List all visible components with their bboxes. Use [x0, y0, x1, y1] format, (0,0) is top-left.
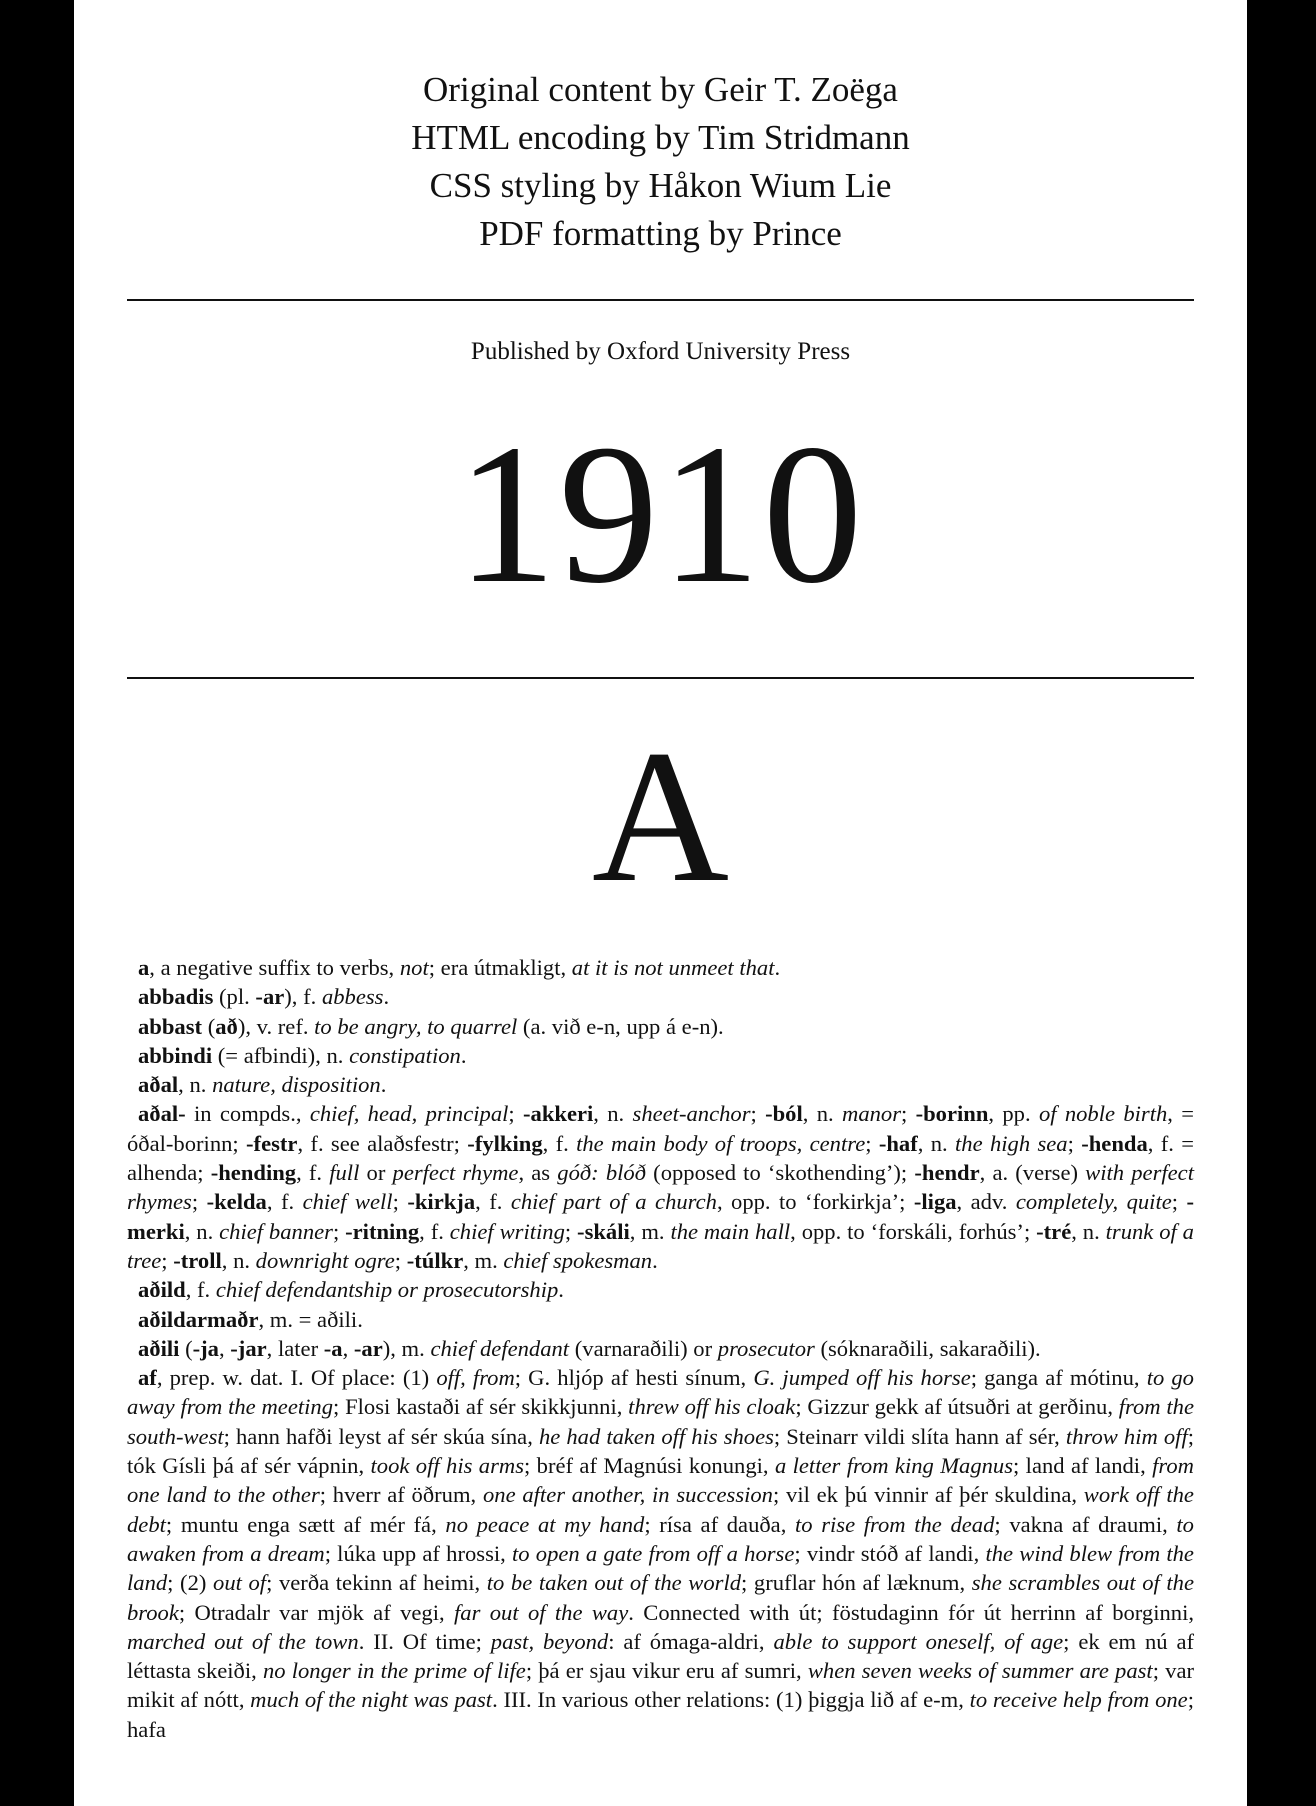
translation-text: góð: blóð: [557, 1160, 647, 1186]
entry-text: .: [652, 1247, 658, 1273]
entry-text: (pl.: [213, 984, 256, 1010]
headword: -ból: [765, 1101, 803, 1127]
translation-text: took off his arms: [370, 1453, 524, 1479]
translation-text: marched out of the town: [127, 1628, 359, 1654]
translation-text: prosecutor: [717, 1335, 815, 1361]
entry-text: , n.: [178, 1072, 213, 1098]
translation-text: the main body of troops, centre: [576, 1130, 866, 1156]
entry-text: , n.: [917, 1130, 956, 1156]
entry-text: .: [383, 984, 390, 1010]
translation-text: to rise from the dead: [794, 1511, 995, 1537]
headword: aðild: [138, 1277, 186, 1303]
translation-text: the wind blew from the land: [127, 1540, 1194, 1596]
translation-text: much of the night was past: [250, 1687, 493, 1713]
entry-text: , f.: [419, 1218, 450, 1244]
credit-line: CSS styling by Håkon Wium Lie: [429, 166, 892, 205]
entry-text: (: [202, 1013, 216, 1039]
entry-text: ; verða tekinn af heimi,: [266, 1570, 487, 1596]
headword: -ar: [255, 984, 285, 1010]
entry-text: , n.: [802, 1101, 842, 1127]
entry-text: ; (2): [167, 1570, 214, 1596]
entry-text: ; tók Gísli þá af sér vápnin,: [127, 1423, 1194, 1479]
entry-text: , f.: [266, 1189, 303, 1215]
entry-text: (sóknaraðili, sakaraðili).: [814, 1335, 1041, 1361]
entry-text: ;: [865, 1130, 879, 1156]
dictionary-entries: [127, 953, 1194, 1744]
entry-text: , m.: [629, 1218, 671, 1244]
entry-text: , as: [518, 1160, 558, 1186]
entry-text: , f. see alaðsfestr;: [297, 1130, 468, 1156]
translation-text: to receive help from one: [969, 1687, 1188, 1713]
translation-text: manor: [842, 1101, 901, 1127]
headword: af: [138, 1365, 157, 1391]
dictionary-entry: [127, 1041, 1194, 1070]
entry-text: ; hafa: [127, 1687, 1194, 1742]
entry-text: , m. = aðili.: [258, 1306, 363, 1332]
translation-text: chief spokesman: [503, 1247, 653, 1273]
translation-text: no longer in the prime of life: [262, 1658, 526, 1684]
entry-text: ;: [1067, 1130, 1082, 1156]
translation-text: the high sea: [955, 1130, 1068, 1156]
headword: að: [215, 1013, 238, 1039]
section-letter: A: [591, 712, 730, 922]
translation-text: perfect rhyme: [392, 1160, 519, 1186]
dictionary-entry: [127, 1012, 1194, 1041]
entry-text: ;: [508, 1101, 523, 1127]
entry-text: , n.: [221, 1247, 256, 1273]
entry-text: ; vil ek þú vinnir af þér skuldina,: [772, 1482, 1084, 1508]
entry-text: .: [774, 955, 781, 980]
entry-text: ; Steinarr vildi slíta hann af sér,: [773, 1423, 1066, 1449]
entry-text: , = óðal-borinn;: [127, 1101, 1195, 1156]
entry-text: ; lúka upp af hrossi,: [324, 1540, 512, 1566]
entry-text: . II. Of time;: [358, 1628, 491, 1654]
entry-text: ; vakna af draumi,: [994, 1511, 1177, 1537]
dictionary-entry: [127, 1363, 1194, 1744]
headword: -túlkr: [406, 1247, 464, 1273]
entry-text: (: [179, 1335, 193, 1361]
entry-text: . III. In various other relations: (1) þiggja lið af e-m,: [492, 1687, 970, 1713]
entry-text: ;: [1171, 1189, 1187, 1215]
translation-text: of noble birth: [1038, 1101, 1168, 1127]
headword: -tré: [1036, 1218, 1072, 1244]
translation-text: to go away from the meeting: [127, 1365, 1194, 1420]
entry-text: , f. = alhenda;: [127, 1130, 1194, 1186]
translation-text: to open a gate from off a horse: [512, 1540, 795, 1566]
credit-line: HTML encoding by Tim Stridmann: [411, 118, 910, 157]
headword: -ja: [192, 1335, 219, 1361]
entry-text: or: [359, 1160, 393, 1186]
entry-text: ;: [161, 1247, 174, 1273]
entry-text: , later: [266, 1335, 324, 1361]
translation-text: chief writing: [449, 1218, 565, 1244]
translation-text: to be taken out of the world: [486, 1570, 742, 1596]
translation-text: constipation: [349, 1042, 461, 1068]
translation-text: chief, head, principal: [309, 1101, 509, 1127]
entry-text: (a. við e-n, upp á e-n).: [517, 1013, 724, 1039]
translation-text: abbess: [321, 984, 384, 1010]
entry-text: (= afbindi), n.: [212, 1042, 350, 1068]
translation-text: at it is not unmeet that: [571, 955, 775, 980]
headword: -jar: [230, 1335, 267, 1361]
headword: -haf: [878, 1130, 918, 1156]
translation-text: trunk of a tree: [127, 1218, 1194, 1273]
entry-text: ; Otradalr var mjök af vegi,: [178, 1599, 454, 1625]
entry-text: ; era útmakligt,: [428, 955, 572, 980]
dictionary-entry: [127, 953, 1194, 982]
headword: -liga: [913, 1189, 957, 1215]
translation-text: with perfect rhymes: [127, 1160, 1194, 1215]
translation-text: to be angry, to quarrel: [314, 1013, 518, 1039]
translation-text: one after another, in succession: [482, 1482, 773, 1508]
translation-text: off, from: [436, 1365, 515, 1391]
entry-text: ; ganga af mótinu,: [970, 1365, 1147, 1391]
translation-text: chief defendant: [430, 1335, 570, 1361]
entry-text: ; ek em nú af léttasta skeiði,: [127, 1628, 1194, 1684]
entry-text: ; Gizzur gekk af útsuðri at gerðinu,: [795, 1394, 1119, 1420]
entry-text: , n.: [184, 1218, 220, 1244]
entry-text: ; bréf af Magnúsi konungi,: [524, 1453, 775, 1479]
headword: aðili: [138, 1335, 180, 1361]
entry-text: ), v. ref.: [237, 1013, 315, 1039]
translation-text: nature, disposition: [212, 1072, 381, 1098]
entry-text: ), m.: [382, 1335, 431, 1361]
headword: abbindi: [138, 1042, 213, 1068]
translation-text: chief well: [302, 1189, 393, 1215]
translation-text: full: [329, 1160, 360, 1186]
entry-text: : af ómaga-aldri,: [608, 1628, 774, 1654]
dictionary-entry: [127, 1099, 1194, 1275]
translation-text: when seven weeks of summer are past: [807, 1658, 1153, 1684]
translation-text: chief defendantship or prosecutorship: [215, 1277, 559, 1303]
entry-text: ; var mikit af nótt,: [127, 1658, 1194, 1713]
headword: -ritning: [345, 1218, 420, 1244]
entry-text: ), f.: [284, 984, 322, 1010]
translation-text: far out of the way: [454, 1599, 629, 1625]
translation-text: a letter from king Magnus: [774, 1453, 1014, 1479]
entry-text: ; þá er sjau vikur eru af sumri,: [525, 1658, 808, 1684]
entry-text: , a. (verse): [979, 1160, 1086, 1186]
entry-text: ; hverr af öðrum,: [319, 1482, 483, 1508]
headword: -akkeri: [523, 1101, 594, 1127]
translation-text: she scrambles out of the brook: [127, 1570, 1195, 1625]
translation-text: to awaken from a dream: [127, 1511, 1194, 1566]
entry-text: in compds.,: [185, 1101, 310, 1127]
headword: -ar: [353, 1335, 383, 1361]
entry-text: ,: [342, 1335, 354, 1361]
translation-text: downright ogre: [255, 1247, 395, 1273]
credit-line: Original content by Geir T. Zoëga: [423, 70, 898, 109]
credit-line: PDF formatting by Prince: [479, 214, 842, 253]
headword: abbast: [138, 1013, 203, 1039]
publication-year: 1910: [456, 404, 865, 625]
entry-text: . Connected with út; föstudaginn fór út herrinn af borginni,: [628, 1599, 1195, 1625]
translation-text: throw him off: [1065, 1423, 1188, 1449]
entry-text: ; land af landi,: [1013, 1453, 1153, 1479]
entry-text: ; gruflar hón af læknum,: [741, 1570, 972, 1596]
headword: -borinn: [915, 1101, 989, 1127]
headword: -a: [323, 1335, 343, 1361]
dictionary-entry: [127, 1305, 1194, 1334]
translation-text: able to support oneself, of age: [773, 1628, 1064, 1654]
entry-text: ;: [392, 1189, 408, 1215]
translation-text: not: [399, 955, 429, 980]
translation-text: sheet-anchor: [632, 1101, 751, 1127]
entry-text: , f.: [542, 1130, 577, 1156]
entry-text: , opp. to ‘forkirkja’;: [716, 1189, 914, 1215]
headword: -fylking: [467, 1130, 543, 1156]
translation-text: no peace at my hand: [445, 1511, 645, 1537]
entry-text: , n.: [1071, 1218, 1106, 1244]
entry-text: ,: [218, 1335, 231, 1361]
entry-text: ; Flosi kastaði af sér skikkjunni,: [333, 1394, 629, 1420]
headword: aðildarmaðr: [138, 1306, 259, 1332]
entry-text: , f.: [475, 1189, 511, 1215]
entry-text: ; vindr stóð af landi,: [794, 1540, 986, 1566]
entry-text: , n.: [593, 1101, 633, 1127]
entry-text: , prep. w. dat. I. Of place: (1): [156, 1365, 437, 1391]
translation-text: completely, quite: [1015, 1189, 1172, 1215]
headword: aðal-: [138, 1101, 186, 1127]
entry-text: ;: [191, 1189, 207, 1215]
headword: -merki: [127, 1189, 1195, 1244]
entry-text: , opp. to ‘forskáli, forhús’;: [790, 1218, 1037, 1244]
entry-text: ;: [750, 1101, 766, 1127]
entry-text: .: [460, 1042, 467, 1068]
entry-text: , a negative suffix to verbs,: [149, 955, 400, 980]
dictionary-entry: [127, 1275, 1194, 1304]
dictionary-entry: [127, 1070, 1194, 1099]
divider-top: [127, 299, 1194, 301]
credits-block: [74, 66, 1247, 258]
headword: -hendr: [914, 1160, 980, 1186]
translation-text: the main hall: [670, 1218, 791, 1244]
headword: -skáli: [577, 1218, 630, 1244]
entry-text: , f.: [185, 1277, 216, 1303]
translation-text: chief part of a church: [510, 1189, 717, 1215]
entry-text: ; rísa af dauða,: [644, 1511, 795, 1537]
translation-text: past, beyond: [490, 1628, 609, 1654]
translation-text: he had taken off his shoes: [538, 1423, 774, 1449]
headword: -troll: [173, 1247, 222, 1273]
translation-text: out of: [213, 1570, 267, 1596]
entry-text: , adv.: [956, 1189, 1016, 1215]
entry-text: ;: [564, 1218, 578, 1244]
headword: aðal: [138, 1072, 179, 1098]
entry-text: (varnaraðili) or: [569, 1335, 718, 1361]
headword: -festr: [246, 1130, 298, 1156]
translation-text: from the south-west: [127, 1394, 1194, 1449]
headword: -hending: [210, 1160, 297, 1186]
translation-text: work off the debt: [127, 1482, 1194, 1537]
entry-text: ;: [332, 1218, 346, 1244]
headword: -henda: [1081, 1130, 1148, 1156]
entry-text: ; G. hljóp af hesti sínum,: [514, 1365, 754, 1391]
entry-text: , m.: [463, 1247, 504, 1273]
translation-text: threw off his cloak: [628, 1394, 796, 1420]
dictionary-entry: [127, 1334, 1194, 1363]
entry-text: .: [558, 1277, 564, 1303]
headword: -kelda: [206, 1189, 267, 1215]
publisher-line: Published by Oxford University Press: [470, 338, 851, 365]
entry-text: ; muntu enga sætt af mér fá,: [165, 1511, 446, 1537]
entry-text: ;: [901, 1101, 916, 1127]
translation-text: chief banner: [219, 1218, 333, 1244]
headword: abbadis: [138, 984, 214, 1010]
headword: a: [138, 955, 150, 980]
entry-text: , f.: [296, 1160, 330, 1186]
translation-text: G. jumped off his horse: [753, 1365, 971, 1391]
entry-text: , pp.: [988, 1101, 1039, 1127]
entry-text: .: [380, 1072, 387, 1098]
entry-text: (opposed to ‘skothending’);: [646, 1160, 915, 1186]
headword: -kirkja: [407, 1189, 476, 1215]
document-page: [74, 0, 1247, 1806]
translation-text: from one land to the other: [127, 1453, 1194, 1508]
entry-text: ;: [394, 1247, 407, 1273]
divider-bottom: [127, 677, 1194, 679]
dictionary-entry: [127, 982, 1194, 1011]
entry-text: ; hann hafði leyst af sér skúa sína,: [223, 1423, 539, 1449]
